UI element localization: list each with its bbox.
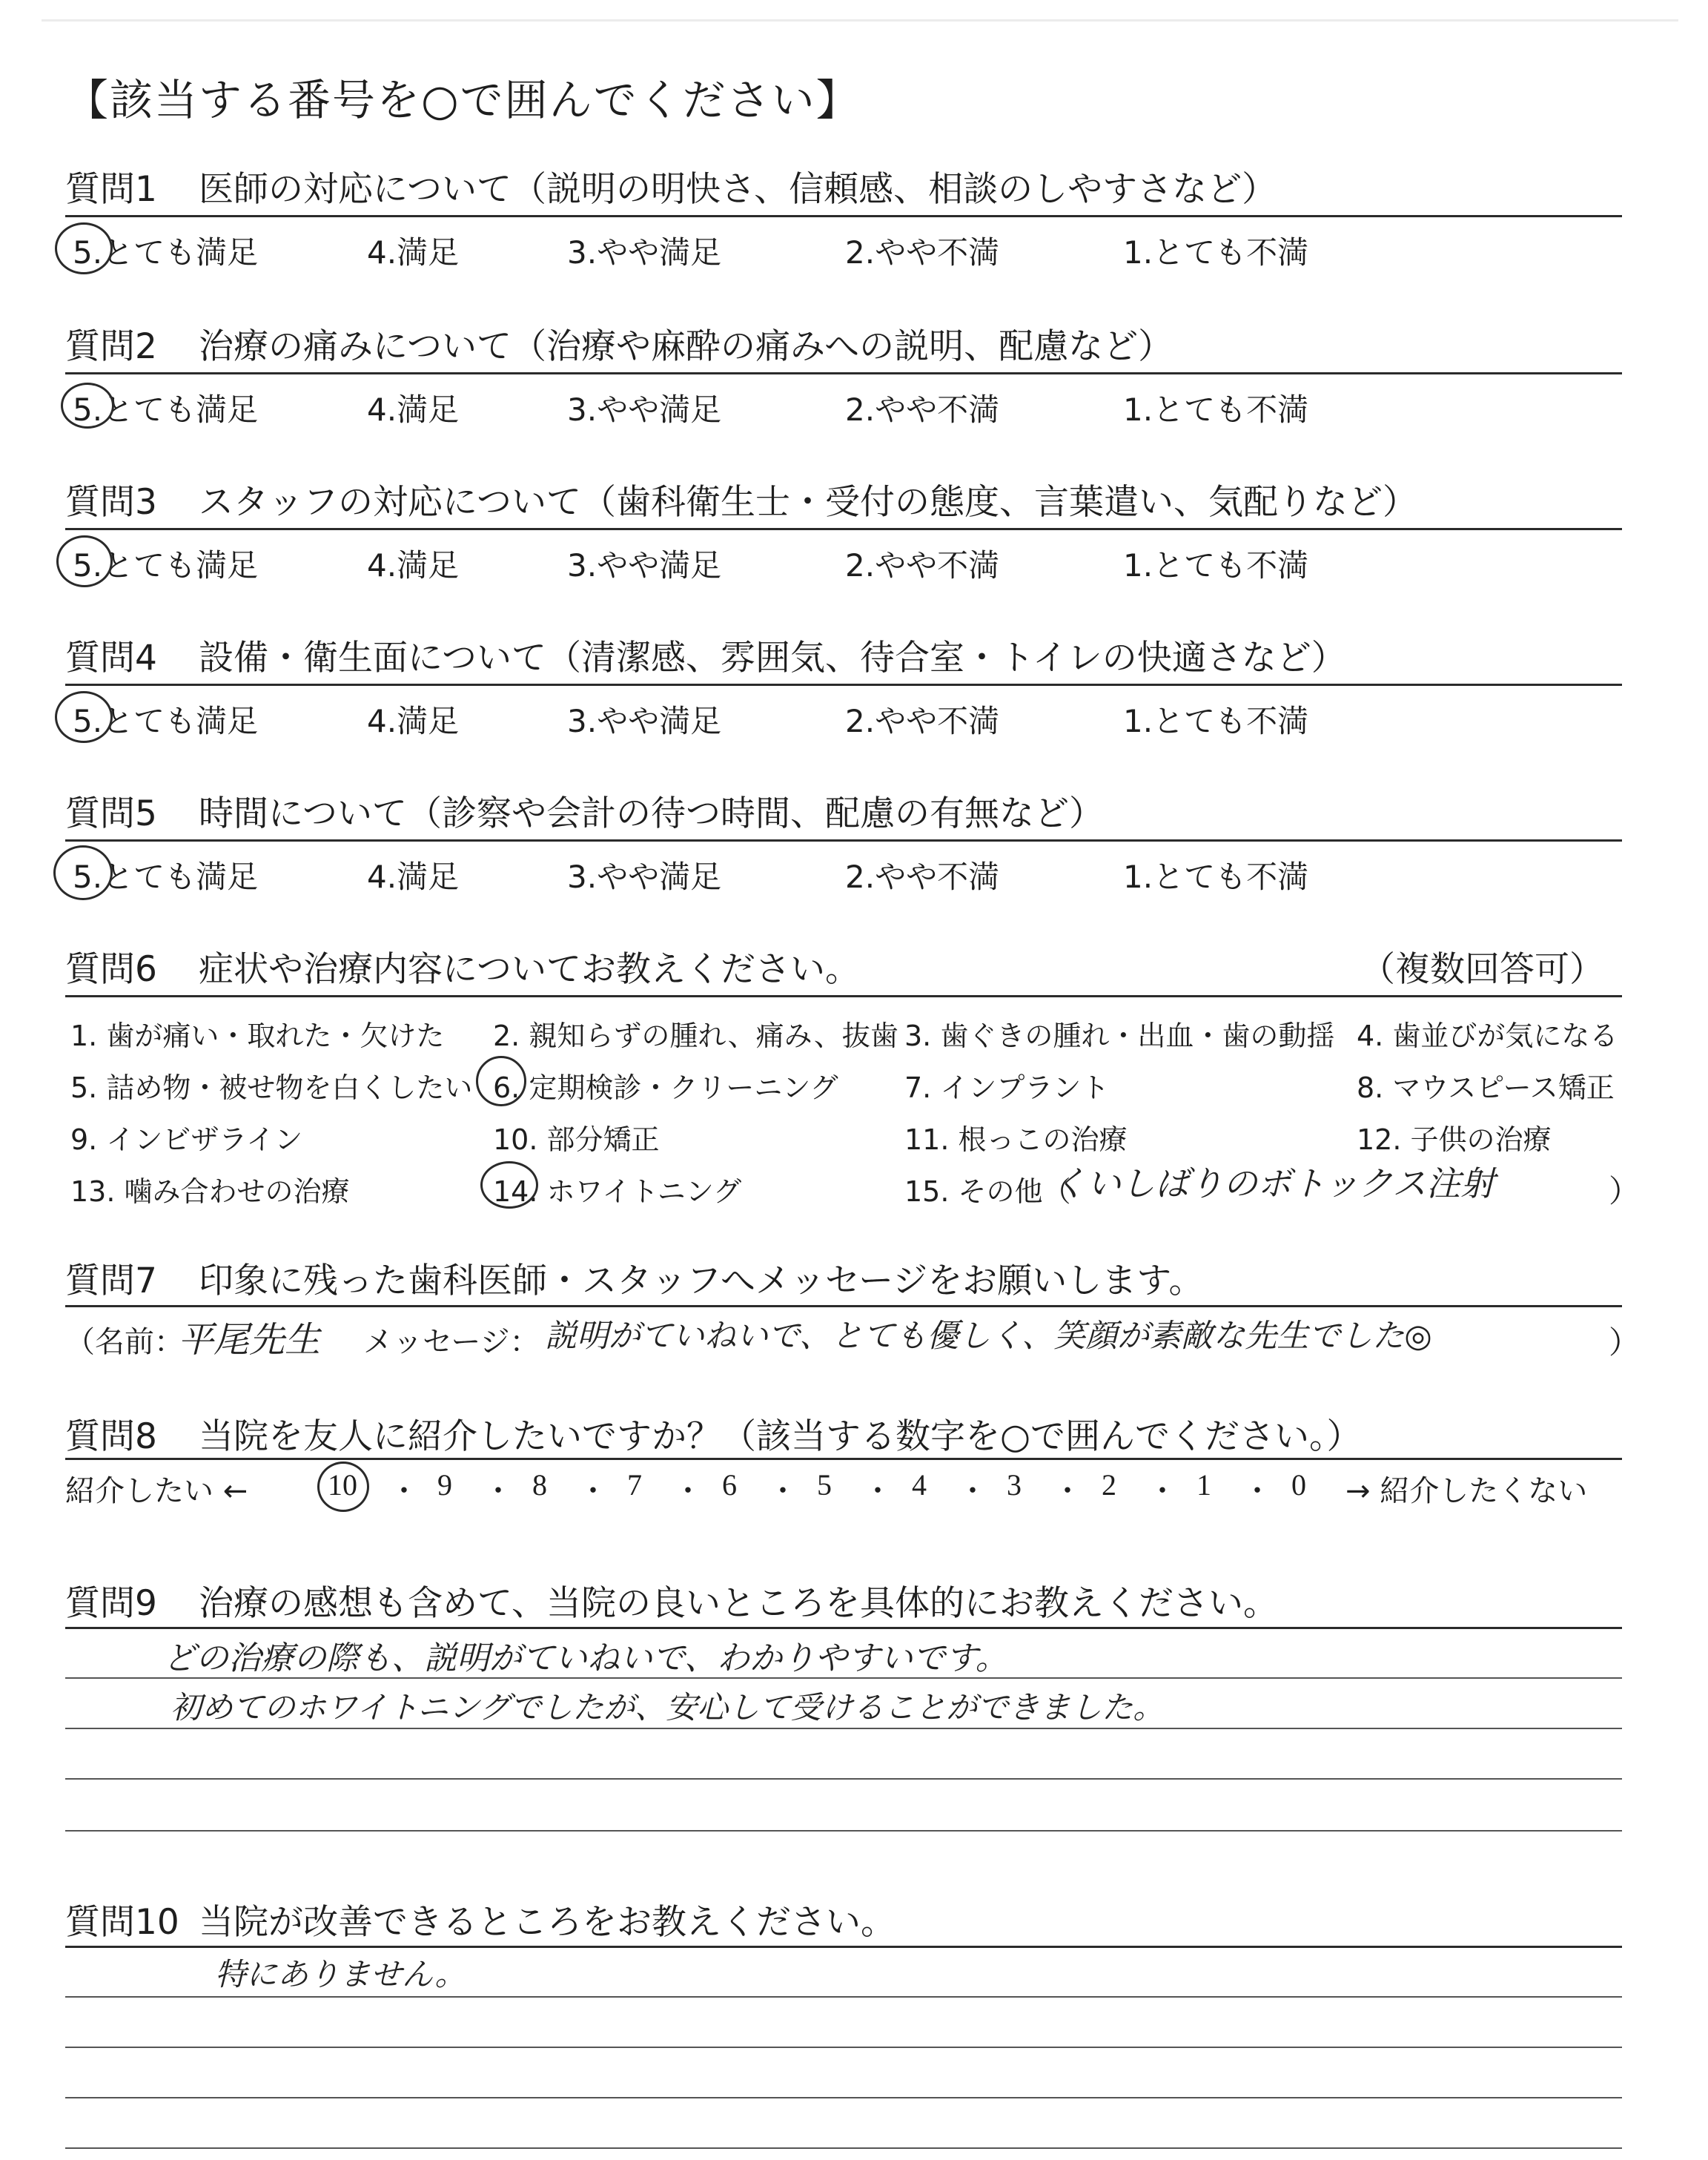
q7-close-paren: ） xyxy=(1609,1324,1641,1361)
q2-option-5[interactable]: 5.とても満足 xyxy=(73,392,259,428)
q2-option-4[interactable]: 4.満足 xyxy=(367,392,460,428)
divider xyxy=(65,1305,1622,1307)
answer-line xyxy=(65,2047,1622,2048)
q6-item-12[interactable]: 12. 子供の治療 xyxy=(1357,1123,1552,1156)
scale-separator: ・ xyxy=(863,1474,893,1508)
question-7-title xyxy=(65,1253,1203,1303)
q1-option-2[interactable]: 2.やや不満 xyxy=(845,234,1000,271)
divider xyxy=(65,215,1622,217)
divider xyxy=(65,684,1622,686)
q8-scale-6[interactable]: 6 xyxy=(722,1468,737,1502)
question-text: 治療の痛みについて（治療や麻酔の痛みへの説明、配慮など） xyxy=(199,326,1174,367)
question-6-title xyxy=(65,942,860,991)
divider xyxy=(65,839,1622,842)
q8-scale-3[interactable]: 3 xyxy=(1007,1468,1022,1502)
divider xyxy=(65,995,1622,997)
answer-line xyxy=(65,2147,1622,2149)
scale-separator: ・ xyxy=(578,1474,608,1508)
q3-option-1[interactable]: 1.とても不満 xyxy=(1123,547,1309,584)
q1-option-4[interactable]: 4.満足 xyxy=(367,234,460,271)
q4-option-5[interactable]: 5.とても満足 xyxy=(73,703,259,739)
answer-line xyxy=(65,1778,1622,1780)
q6-item-15[interactable]: 15. その他（ xyxy=(904,1175,1071,1208)
q5-option-4[interactable]: 4.満足 xyxy=(367,859,460,895)
question-text: 医師の対応について（説明の明快さ、信頼感、相談のしやすさなど） xyxy=(199,169,1277,210)
scale-separator: ・ xyxy=(1053,1474,1082,1508)
q6-other-handwritten: くいしばりのボトックス注射 xyxy=(1053,1163,1495,1203)
question-number: 質問4 xyxy=(65,638,157,678)
scale-separator: ・ xyxy=(483,1474,513,1508)
q6-item-7[interactable]: 7. インプラント xyxy=(904,1071,1110,1104)
question-text: 治療の感想も含めて、当院の良いところを具体的にお教えください。 xyxy=(199,1583,1279,1624)
question-text: 設備・衛生面について（清潔感、雰囲気、待合室・トイレの快適さなど） xyxy=(199,638,1346,678)
q5-option-1[interactable]: 1.とても不満 xyxy=(1123,859,1309,895)
question-8-title xyxy=(65,1409,1362,1459)
question-number: 質問2 xyxy=(65,326,157,367)
q6-item-11[interactable]: 11. 根っこの治療 xyxy=(904,1123,1128,1156)
q8-scale-9[interactable]: 9 xyxy=(437,1468,452,1502)
scale-separator: ・ xyxy=(1148,1474,1177,1508)
question-number: 質問6 xyxy=(65,949,157,990)
q6-item-5[interactable]: 5. 詰め物・被せ物を白くしたい xyxy=(70,1071,473,1104)
scale-separator: ・ xyxy=(958,1474,987,1508)
q3-option-4[interactable]: 4.満足 xyxy=(367,547,460,584)
question-number: 質問10 xyxy=(65,1902,179,1943)
question-text: 時間について（診察や会計の待つ時間、配慮の有無など） xyxy=(199,793,1105,834)
q8-scale-4[interactable]: 4 xyxy=(912,1468,927,1502)
answer-line xyxy=(65,2097,1622,2098)
question-6-note: （複数回答可） xyxy=(1360,949,1604,990)
q2-option-3[interactable]: 3.やや満足 xyxy=(567,392,722,428)
question-number: 質問5 xyxy=(65,793,157,834)
q7-message-value: 説明がていねいで、とても優しく、笑顔が素敵な先生でした◎ xyxy=(545,1318,1432,1355)
question-number: 質問8 xyxy=(65,1416,157,1457)
q8-scale-10[interactable]: 10 xyxy=(328,1468,357,1502)
question-number: 質問3 xyxy=(65,482,157,523)
q6-other-close-paren: ） xyxy=(1609,1173,1641,1209)
divider xyxy=(65,528,1622,530)
answer-line xyxy=(65,1728,1622,1729)
q5-option-5[interactable]: 5.とても満足 xyxy=(73,859,259,895)
question-2-title xyxy=(65,319,1173,369)
q5-option-3[interactable]: 3.やや満足 xyxy=(567,859,722,895)
question-3-title xyxy=(65,475,1417,524)
q4-option-1[interactable]: 1.とても不満 xyxy=(1123,703,1309,739)
q4-option-2[interactable]: 2.やや不満 xyxy=(845,703,1000,739)
q6-item-8[interactable]: 8. マウスピース矯正 xyxy=(1357,1071,1615,1104)
question-9-title xyxy=(65,1576,1278,1625)
q7-name-label: （名前： xyxy=(65,1325,184,1359)
q6-item-14[interactable]: 14. ホワイトニング xyxy=(493,1175,742,1208)
q6-item-1[interactable]: 1. 歯が痛い・取れた・欠けた xyxy=(70,1020,445,1052)
q1-option-5[interactable]: 5.とても満足 xyxy=(73,234,259,271)
q8-scale-1[interactable]: 1 xyxy=(1196,1468,1211,1502)
question-text: 当院が改善できるところをお教えください。 xyxy=(199,1902,896,1943)
question-number: 質問7 xyxy=(65,1261,157,1301)
q6-item-6[interactable]: 6. 定期検診・クリーニング xyxy=(493,1071,838,1104)
q6-item-10[interactable]: 10. 部分矯正 xyxy=(493,1123,660,1156)
q7-name-value: 平尾先生 xyxy=(178,1319,321,1361)
question-4-title xyxy=(65,630,1346,680)
answer-line xyxy=(65,1830,1622,1832)
scale-separator: ・ xyxy=(768,1474,798,1508)
q4-option-3[interactable]: 3.やや満足 xyxy=(567,703,722,739)
scale-separator: ・ xyxy=(1242,1474,1272,1508)
q5-option-2[interactable]: 2.やや不満 xyxy=(845,859,1000,895)
q8-scale-8[interactable]: 8 xyxy=(532,1468,547,1502)
q7-message-label: メッセージ： xyxy=(363,1325,540,1359)
question-number: 質問1 xyxy=(65,169,157,210)
divider xyxy=(65,1946,1622,1948)
q2-option-1[interactable]: 1.とても不満 xyxy=(1123,392,1309,428)
q8-scale-0[interactable]: 0 xyxy=(1291,1468,1306,1502)
divider xyxy=(65,372,1622,374)
q6-item-9[interactable]: 9. インビザライン xyxy=(70,1123,303,1156)
q1-option-3[interactable]: 3.やや満足 xyxy=(567,234,722,271)
q8-scale-5[interactable]: 5 xyxy=(817,1468,832,1502)
q8-right-label: → 紹介したくない xyxy=(1345,1474,1588,1508)
q8-left-label: 紹介したい ← xyxy=(65,1474,248,1508)
q9-answer-line-2: 初めてのホワイトニングでしたが、安心して受けることができました。 xyxy=(171,1689,1165,1725)
q10-answer-line-1: 特にありません。 xyxy=(215,1956,466,1992)
question-10-title xyxy=(65,1895,896,1944)
q4-option-4[interactable]: 4.満足 xyxy=(367,703,460,739)
question-text: 症状や治療内容についてお教えください。 xyxy=(199,949,861,990)
question-5-title xyxy=(65,786,1104,836)
answer-line xyxy=(65,1996,1622,1998)
q6-item-3[interactable]: 3. 歯ぐきの腫れ・出血・歯の動揺 xyxy=(904,1020,1335,1052)
scale-separator: ・ xyxy=(673,1474,703,1508)
q6-item-13[interactable]: 13. 噛み合わせの治療 xyxy=(70,1175,350,1208)
q3-option-2[interactable]: 2.やや不満 xyxy=(845,547,1000,584)
page-top-edge xyxy=(42,19,1678,22)
divider xyxy=(65,1458,1622,1460)
q3-option-5[interactable]: 5.とても満足 xyxy=(73,547,259,584)
q3-option-3[interactable]: 3.やや満足 xyxy=(567,547,722,584)
answer-line xyxy=(65,1677,1622,1679)
form-instruction-header: 【該当する番号を○で囲んでください】 xyxy=(65,75,861,125)
q9-answer-line-1: どの治療の際も、説明がていねいで、わかりやすいです。 xyxy=(163,1639,1008,1677)
q6-item-2[interactable]: 2. 親知らずの腫れ、痛み、抜歯 xyxy=(493,1020,898,1052)
question-text: スタッフの対応について（歯科衛生士・受付の態度、言葉遣い、気配りなど） xyxy=(199,482,1418,523)
q2-option-2[interactable]: 2.やや不満 xyxy=(845,392,1000,428)
q8-scale-7[interactable]: 7 xyxy=(627,1468,642,1502)
question-text: 印象に残った歯科医師・スタッフへメッセージをお願いします。 xyxy=(199,1261,1204,1301)
question-1-title xyxy=(65,162,1277,211)
question-text: 当院を友人に紹介したいですか？（該当する数字を○で囲んでください。） xyxy=(199,1416,1362,1457)
question-number: 質問9 xyxy=(65,1583,157,1624)
scale-separator: ・ xyxy=(389,1474,419,1508)
q6-item-4[interactable]: 4. 歯並びが気になる xyxy=(1357,1020,1618,1052)
q8-scale-2[interactable]: 2 xyxy=(1102,1468,1116,1502)
q1-option-1[interactable]: 1.とても不満 xyxy=(1123,234,1309,271)
divider xyxy=(65,1627,1622,1629)
